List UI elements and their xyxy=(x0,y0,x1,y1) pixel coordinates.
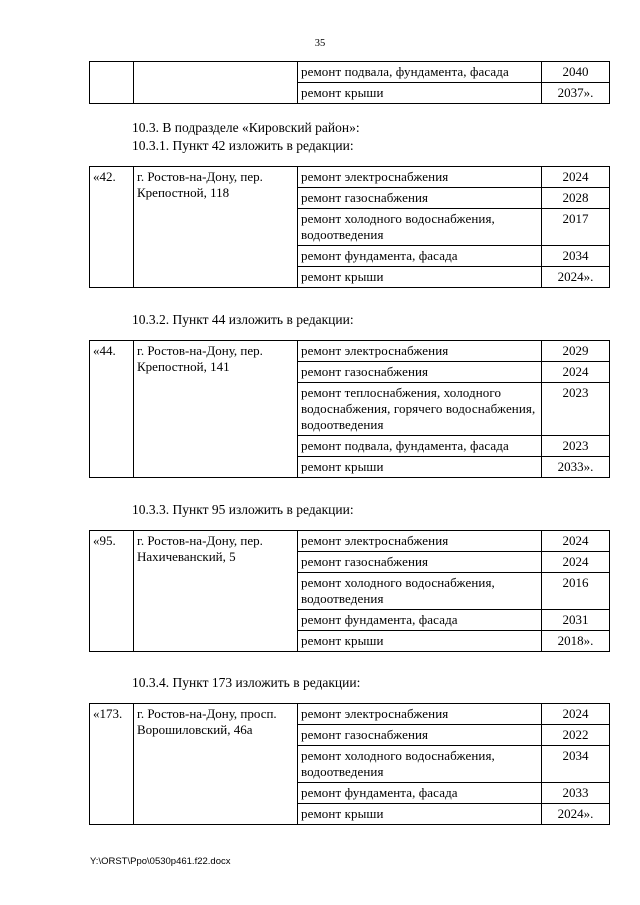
continuation-table xyxy=(89,61,610,104)
item-address: г. Ростов-на-Дону, пер. Крепостной, 118 xyxy=(134,167,298,288)
work-cell: ремонт подвала, фундамента, фасада xyxy=(298,62,542,83)
year-cell: 2024 xyxy=(542,552,610,573)
table-item-42 xyxy=(89,166,610,288)
work-cell: ремонт холодного водоснабжения, водоотведения xyxy=(298,209,542,246)
work-cell: ремонт крыши xyxy=(298,83,542,104)
table-row xyxy=(90,167,610,188)
year-cell: 2033». xyxy=(542,457,610,478)
year-cell: 2029 xyxy=(542,341,610,362)
table-row xyxy=(90,531,610,552)
table-item-44 xyxy=(89,340,610,478)
section-heading: 10.3. В подразделе «Кировский район»: xyxy=(132,120,360,135)
year-cell: 2016 xyxy=(542,573,610,610)
table-item-95 xyxy=(89,530,610,652)
page-number: 35 xyxy=(314,38,326,49)
item-address: г. Ростов-на-Дону, пер. Нахичеванский, 5 xyxy=(134,531,298,652)
item-heading-95: 10.3.3. Пункт 95 изложить в редакции: xyxy=(132,502,354,517)
work-cell: ремонт электроснабжения xyxy=(298,167,542,188)
work-cell: ремонт фундамента, фасада xyxy=(298,783,542,804)
year-cell: 2024 xyxy=(542,704,610,725)
work-cell: ремонт крыши xyxy=(298,804,542,825)
year-cell: 2018». xyxy=(542,631,610,652)
year-cell: 2034 xyxy=(542,246,610,267)
item-number: «42. xyxy=(90,167,134,288)
work-cell: ремонт крыши xyxy=(298,631,542,652)
item-address: г. Ростов-на-Дону, пер. Крепостной, 141 xyxy=(134,341,298,478)
year-cell: 2031 xyxy=(542,610,610,631)
file-path-footer: Y:\ORST\Ppo\0530p461.f22.docx xyxy=(90,856,231,867)
work-cell: ремонт газоснабжения xyxy=(298,188,542,209)
year-cell: 2024». xyxy=(542,804,610,825)
work-cell: ремонт газоснабжения xyxy=(298,552,542,573)
work-cell: ремонт фундамента, фасада xyxy=(298,246,542,267)
work-cell: ремонт подвала, фундамента, фасада xyxy=(298,436,542,457)
work-cell: ремонт холодного водоснабжения, водоотведения xyxy=(298,746,542,783)
year-cell: 2024». xyxy=(542,267,610,288)
table-row xyxy=(90,62,610,83)
item-heading-42: 10.3.1. Пункт 42 изложить в редакции: xyxy=(132,138,354,153)
address-cell xyxy=(134,62,298,104)
year-cell: 2023 xyxy=(542,436,610,457)
work-cell: ремонт газоснабжения xyxy=(298,725,542,746)
work-cell: ремонт электроснабжения xyxy=(298,341,542,362)
year-cell: 2024 xyxy=(542,167,610,188)
item-address: г. Ростов-на-Дону, просп. Ворошиловский, 46а xyxy=(134,704,298,825)
item-heading-44: 10.3.2. Пункт 44 изложить в редакции: xyxy=(132,312,354,327)
work-cell: ремонт теплоснабжения, холодного водоснабжения, горячего водоснабжения, водоотведения xyxy=(298,383,542,436)
table-row xyxy=(90,704,610,725)
num-cell xyxy=(90,62,134,104)
work-cell: ремонт фундамента, фасада xyxy=(298,610,542,631)
year-cell: 2023 xyxy=(542,383,610,436)
year-cell: 2037». xyxy=(542,83,610,104)
work-cell: ремонт холодного водоснабжения, водоотведения xyxy=(298,573,542,610)
item-number: «44. xyxy=(90,341,134,478)
item-heading-173: 10.3.4. Пункт 173 изложить в редакции: xyxy=(132,675,361,690)
work-cell: ремонт газоснабжения xyxy=(298,362,542,383)
year-cell: 2034 xyxy=(542,746,610,783)
work-cell: ремонт крыши xyxy=(298,267,542,288)
year-cell: 2017 xyxy=(542,209,610,246)
year-cell: 2028 xyxy=(542,188,610,209)
year-cell: 2040 xyxy=(542,62,610,83)
year-cell: 2022 xyxy=(542,725,610,746)
item-number: «173. xyxy=(90,704,134,825)
year-cell: 2024 xyxy=(542,362,610,383)
work-cell: ремонт электроснабжения xyxy=(298,531,542,552)
table-item-173 xyxy=(89,703,610,825)
table-row xyxy=(90,341,610,362)
year-cell: 2024 xyxy=(542,531,610,552)
work-cell: ремонт электроснабжения xyxy=(298,704,542,725)
work-cell: ремонт крыши xyxy=(298,457,542,478)
item-number: «95. xyxy=(90,531,134,652)
year-cell: 2033 xyxy=(542,783,610,804)
